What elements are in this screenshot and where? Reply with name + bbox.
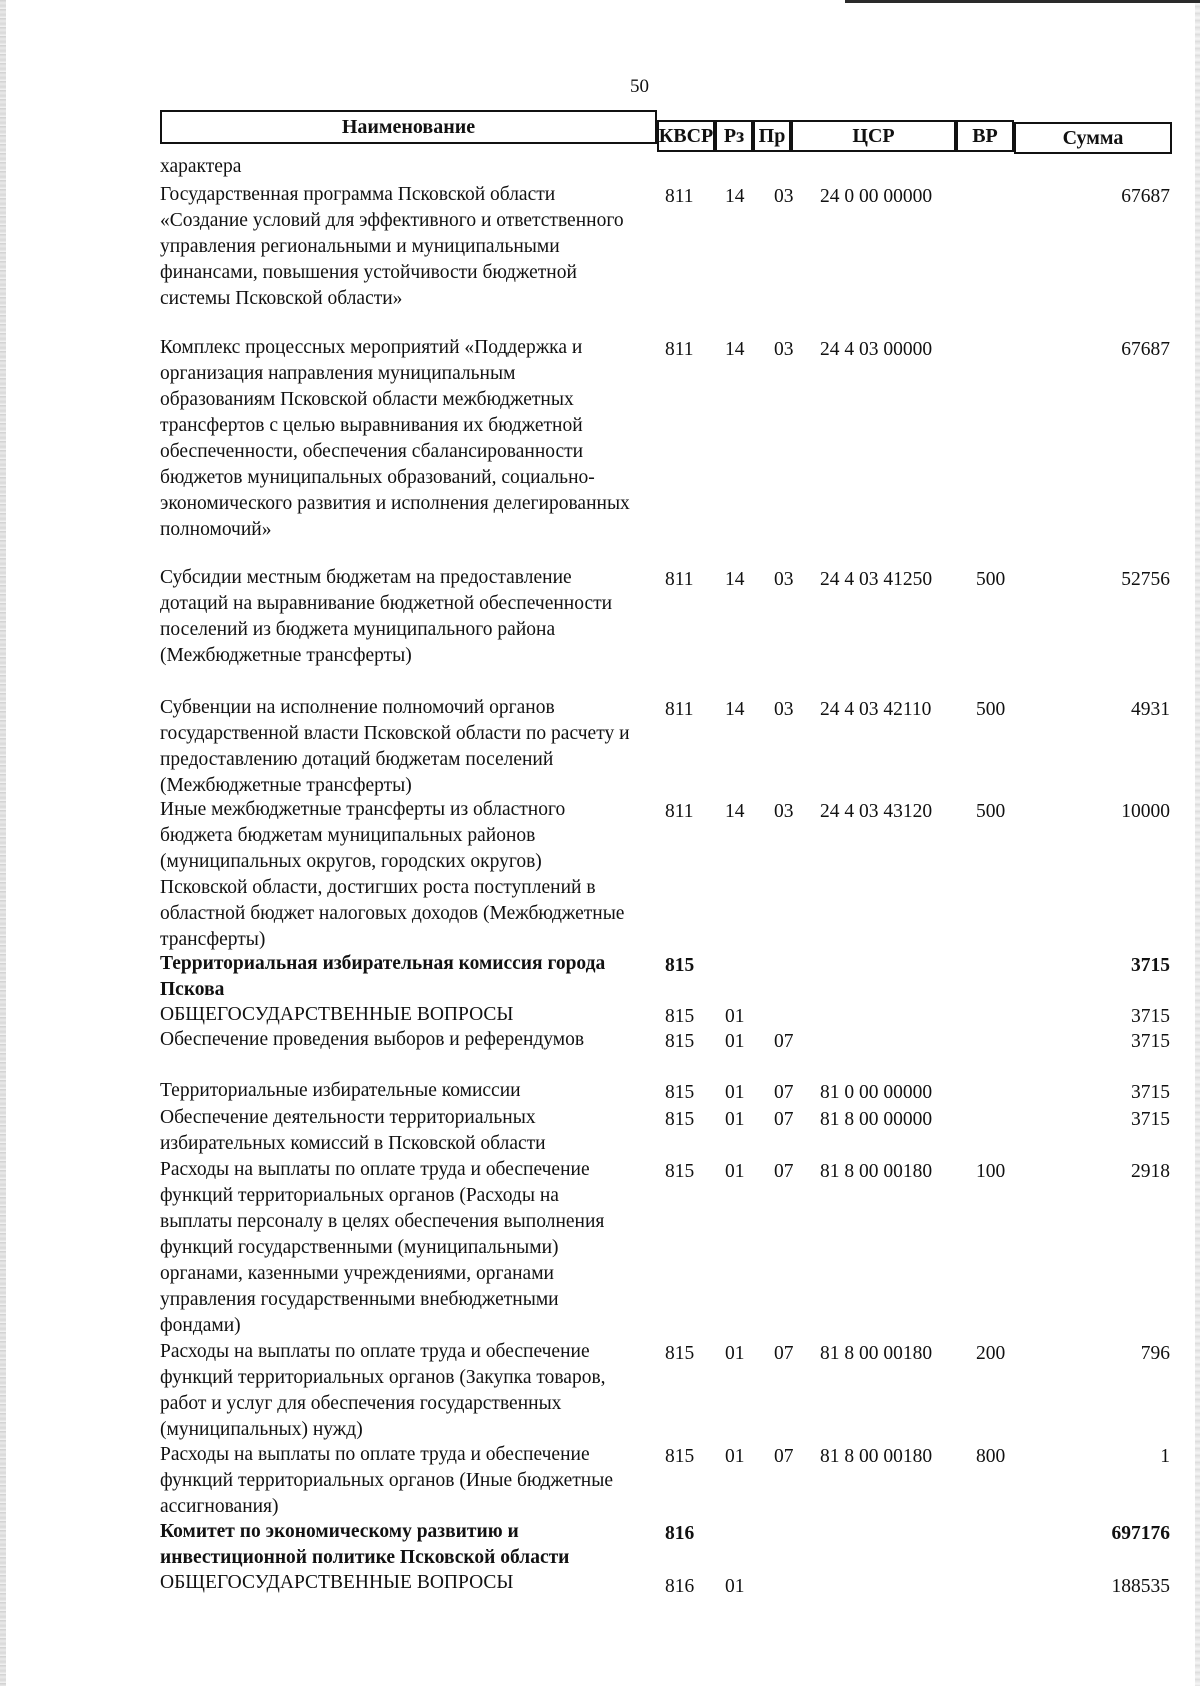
header-kvsr: КВСР (657, 120, 715, 152)
row-name: Иные межбюджетные трансферты из областного бюджета бюджетам муниципальных районов (муниципальных округов, городских округов) Псковской области, достигших роста поступлений в областной бюджет налоговых доходов (Межбюджетные трансферты) (160, 799, 625, 950)
row-kvsr: 811 (665, 339, 694, 360)
table-row (160, 565, 1172, 669)
row-csr: 24 4 03 43120 (820, 801, 933, 822)
row-pr: 07 (774, 1082, 794, 1103)
row-kvsr: 815 (665, 1109, 695, 1130)
row-name: Территориальная избирательная комиссия города Пскова (160, 953, 606, 1000)
row-pr: 03 (774, 801, 794, 822)
table-row (160, 1105, 1172, 1157)
budget-table (160, 110, 1172, 1597)
table-row (160, 797, 1172, 953)
row-sum: 3715 (1131, 1082, 1170, 1103)
row-sum: 3715 (1131, 1006, 1170, 1027)
table-row (160, 1442, 1172, 1520)
row-kvsr: 815 (665, 1031, 695, 1052)
row-kvsr: 815 (665, 955, 695, 976)
page-number: 50 (630, 76, 649, 97)
row-rz: 14 (725, 569, 745, 590)
row-kvsr: 815 (665, 1161, 695, 1182)
row-kvsr: 811 (665, 699, 694, 720)
table-row (160, 1339, 1172, 1443)
header-sum: Сумма (1014, 122, 1172, 154)
row-name: ОБЩЕГОСУДАРСТВЕННЫЕ ВОПРОСЫ (160, 1004, 514, 1025)
header-pr: Пр (753, 120, 791, 152)
table-row (160, 1157, 1172, 1339)
row-sum: 52756 (1121, 569, 1170, 590)
row-kvsr: 815 (665, 1082, 695, 1103)
row-kvsr: 815 (665, 1446, 695, 1467)
row-rz: 01 (725, 1082, 745, 1103)
row-pr: 07 (774, 1343, 794, 1364)
row-rz: 01 (725, 1161, 745, 1182)
row-pr: 07 (774, 1446, 794, 1467)
row-sum: 188535 (1111, 1576, 1170, 1597)
row-rz: 01 (725, 1343, 745, 1364)
row-csr: 24 4 03 42110 (820, 699, 932, 720)
row-kvsr: 815 (665, 1343, 695, 1364)
table-row (160, 1078, 1172, 1104)
row-kvsr: 816 (665, 1576, 695, 1597)
row-csr: 81 8 00 00180 (820, 1446, 933, 1467)
row-csr: 81 8 00 00000 (820, 1109, 933, 1130)
row-rz: 01 (725, 1446, 745, 1467)
table-row (160, 1570, 1172, 1596)
row-vr: 500 (976, 801, 1006, 822)
row-name: ОБЩЕГОСУДАРСТВЕННЫЕ ВОПРОСЫ (160, 1572, 514, 1593)
row-rz: 14 (725, 186, 745, 207)
row-sum: 67687 (1121, 339, 1170, 360)
row-sum: 2918 (1131, 1161, 1170, 1182)
row-pr: 07 (774, 1031, 794, 1052)
row-rz: 14 (725, 699, 745, 720)
table-row (160, 335, 1172, 543)
row-csr: 81 8 00 00180 (820, 1343, 933, 1364)
row-sum: 4931 (1131, 699, 1170, 720)
header-csr: ЦСР (791, 120, 956, 152)
row-name: Расходы на выплаты по оплате труда и обеспечение функций территориальных органов (Иные бюджетные ассигнования) (160, 1444, 613, 1517)
row-kvsr: 811 (665, 186, 694, 207)
row-sum: 3715 (1131, 955, 1170, 976)
row-vr: 200 (976, 1343, 1006, 1364)
table-row (160, 1002, 1172, 1028)
table-row (160, 695, 1172, 799)
row-pr: 03 (774, 699, 794, 720)
table-row (160, 154, 1172, 180)
table-header (160, 110, 1172, 154)
row-csr: 24 4 03 00000 (820, 339, 933, 360)
row-name: Обеспечение проведения выборов и референдумов (160, 1029, 585, 1050)
row-name: характера (160, 156, 242, 177)
table-row (160, 1027, 1172, 1053)
row-kvsr: 815 (665, 1006, 695, 1027)
scan-edge-right (1195, 0, 1200, 1686)
row-rz: 01 (725, 1031, 745, 1052)
row-name: Комитет по экономическому развитию и инвестиционной политике Псковской области (160, 1521, 570, 1568)
row-csr: 81 8 00 00180 (820, 1161, 933, 1182)
row-name: Территориальные избирательные комиссии (160, 1080, 521, 1101)
row-sum: 1 (1160, 1446, 1170, 1467)
row-csr: 81 0 00 00000 (820, 1082, 933, 1103)
top-rule (845, 0, 1200, 3)
row-name: Субвенции на исполнение полномочий органов государственной власти Псковской области по расчету и предоставлению дотаций бюджетам поселений (Межбюджетные трансферты) (160, 697, 630, 796)
row-pr: 07 (774, 1109, 794, 1130)
row-csr: 24 0 00 00000 (820, 186, 933, 207)
row-sum: 10000 (1121, 801, 1170, 822)
table-row (160, 951, 1172, 1003)
header-vr: ВР (956, 120, 1014, 152)
row-sum: 3715 (1131, 1109, 1170, 1130)
row-pr: 03 (774, 186, 794, 207)
header-rz: Рз (715, 120, 753, 152)
row-kvsr: 816 (665, 1523, 695, 1544)
row-rz: 14 (725, 801, 745, 822)
row-name: Государственная программа Псковской области «Создание условий для эффективного и ответственного управления региональными и муниципальными финансами, повышения устойчивости бюджетной системы Псковской области» (160, 184, 624, 309)
row-kvsr: 811 (665, 569, 694, 590)
row-name: Обеспечение деятельности территориальных избирательных комиссий в Псковской области (160, 1107, 546, 1154)
row-pr: 03 (774, 569, 794, 590)
row-vr: 800 (976, 1446, 1006, 1467)
row-sum: 796 (1140, 1343, 1170, 1364)
row-sum: 697176 (1111, 1523, 1170, 1544)
row-pr: 03 (774, 339, 794, 360)
table-row (160, 1519, 1172, 1571)
row-vr: 100 (976, 1161, 1006, 1182)
row-rz: 14 (725, 339, 745, 360)
row-kvsr: 811 (665, 801, 694, 822)
table-row (160, 182, 1172, 312)
row-rz: 01 (725, 1006, 745, 1027)
row-vr: 500 (976, 699, 1006, 720)
row-name: Субсидии местным бюджетам на предоставление дотаций на выравнивание бюджетной обеспеченности поселений из бюджета муниципального района (Межбюджетные трансферты) (160, 567, 613, 666)
row-pr: 07 (774, 1161, 794, 1182)
row-rz: 01 (725, 1109, 745, 1130)
row-sum: 67687 (1121, 186, 1170, 207)
scan-edge-left (0, 0, 6, 1686)
row-name: Расходы на выплаты по оплате труда и обеспечение функций территориальных органов (Закупка товаров, работ и услуг для обеспечения государственных (муниципальных) нужд) (160, 1341, 606, 1440)
row-sum: 3715 (1131, 1031, 1170, 1052)
row-vr: 500 (976, 569, 1006, 590)
row-name: Расходы на выплаты по оплате труда и обеспечение функций территориальных органов (Расходы на выплаты персоналу в целях обеспечения выполнения функций государственными (муниципальными) органами, казенными учреждениями, органами управления государственными внебюджетными фондами) (160, 1159, 605, 1336)
row-rz: 01 (725, 1576, 745, 1597)
header-name: Наименование (160, 110, 657, 144)
row-name: Комплекс процессных мероприятий «Поддержка и организация направления муниципальным образованиям Псковской области межбюджетных трансфертов с целью выравнивания их бюджетной обеспеченности, обеспечения сбалансированности бюджетов муниципальных образований, социально-экономического развития и исполнения делегированных полномочий» (160, 337, 630, 540)
row-csr: 24 4 03 41250 (820, 569, 933, 590)
